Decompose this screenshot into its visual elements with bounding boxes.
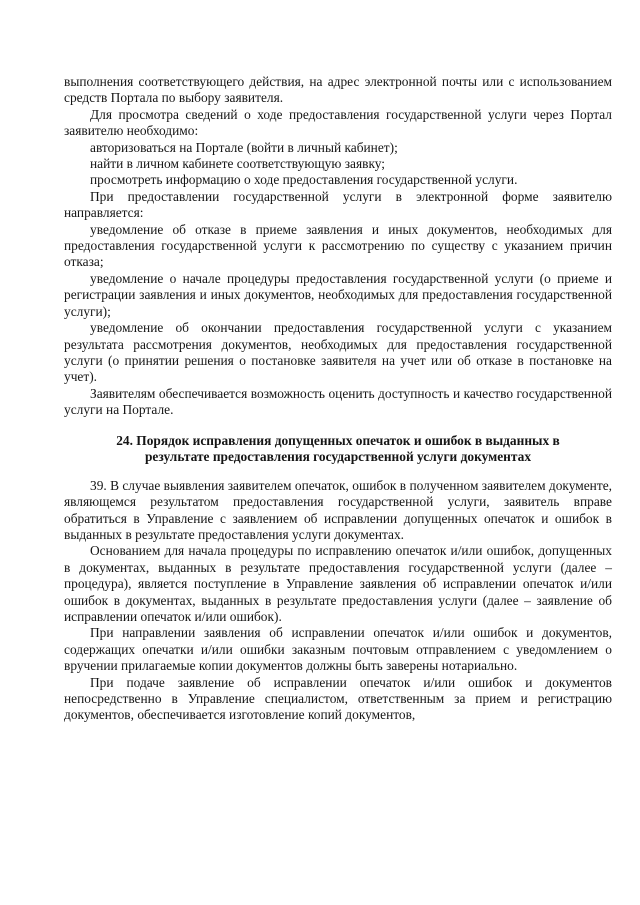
body-paragraph: Основанием для начала процедуры по исправлению опечаток и/или ошибок, допущенных в документах, выданных в результате предоставления государственной услуги (далее – процедура), является поступление в Управление заявления об исправлении опечаток и/или ошибок в документах, выданных в результате предоставления услуги (далее – заявление об исправлении опечаток и/или ошибок). (64, 543, 612, 624)
section-heading-line: результате предоставления государственной услуги документах (144, 449, 532, 465)
progress-step: просмотреть информацию о ходе предоставления государственной услуги. (90, 172, 518, 188)
progress-step: авторизоваться на Портале (войти в личный кабинет); (90, 139, 398, 155)
progress-intro: Для просмотра сведений о ходе предоставления государственной услуги через Портал заявителю необходимо: (64, 106, 612, 139)
notification-item: уведомление об окончании предоставления государственной услуги с указанием результата рассмотрения документов, необходимых для предоставления государственной услуги (о принятии решения о постановке заявителя на учет или об отказе в постановке на учет). (64, 320, 612, 385)
notifications-intro: При предоставлении государственной услуги в электронной форме заявителю направляется: (64, 188, 612, 221)
document-body (64, 74, 612, 724)
body-paragraph: 39. В случае выявления заявителем опечаток, ошибок в полученном заявителем документе, являющемся результатом предоставления государственной услуги, заявитель вправе обратиться в Управление с заявлением об исправлении допущенных опечаток и ошибок в выданных в результате предоставления услуги документах. (64, 477, 612, 542)
section-heading (64, 433, 612, 466)
notification-item: уведомление о начале процедуры предоставления государственной услуги (о приеме и регистрации заявления и иных документов, необходимых для предоставления государственной услуги); (64, 270, 612, 319)
quality-rating-paragraph: Заявителям обеспечивается возможность оценить доступность и качество государственной услуги на Портале. (64, 385, 612, 418)
progress-step: найти в личном кабинете соответствующую заявку; (90, 156, 385, 172)
section-heading-line: 24. Порядок исправления допущенных опечаток и ошибок в выданных в (116, 432, 560, 448)
body-paragraph: При направлении заявления об исправлении опечаток и/или ошибок и документов, содержащих опечатки и/или ошибки заказным почтовым отправлением с уведомлением о вручении прилагаемые копии документов должны быть заверены нотариально. (64, 625, 612, 674)
notification-item: уведомление об отказе в приеме заявления и иных документов, необходимых для предоставления государственной услуги к рассмотрению по существу с указанием причин отказа; (64, 221, 612, 270)
body-paragraph: При подаче заявление об исправлении опечаток и/или ошибок и документов непосредственно в Управление специалистом, ответственным за прием и регистрацию документов, обеспечивается изготовление копий документов, (64, 674, 612, 723)
intro-continuation: выполнения соответствующего действия, на адрес электронной почты или с использованием средств Портала по выбору заявителя. (64, 74, 612, 106)
